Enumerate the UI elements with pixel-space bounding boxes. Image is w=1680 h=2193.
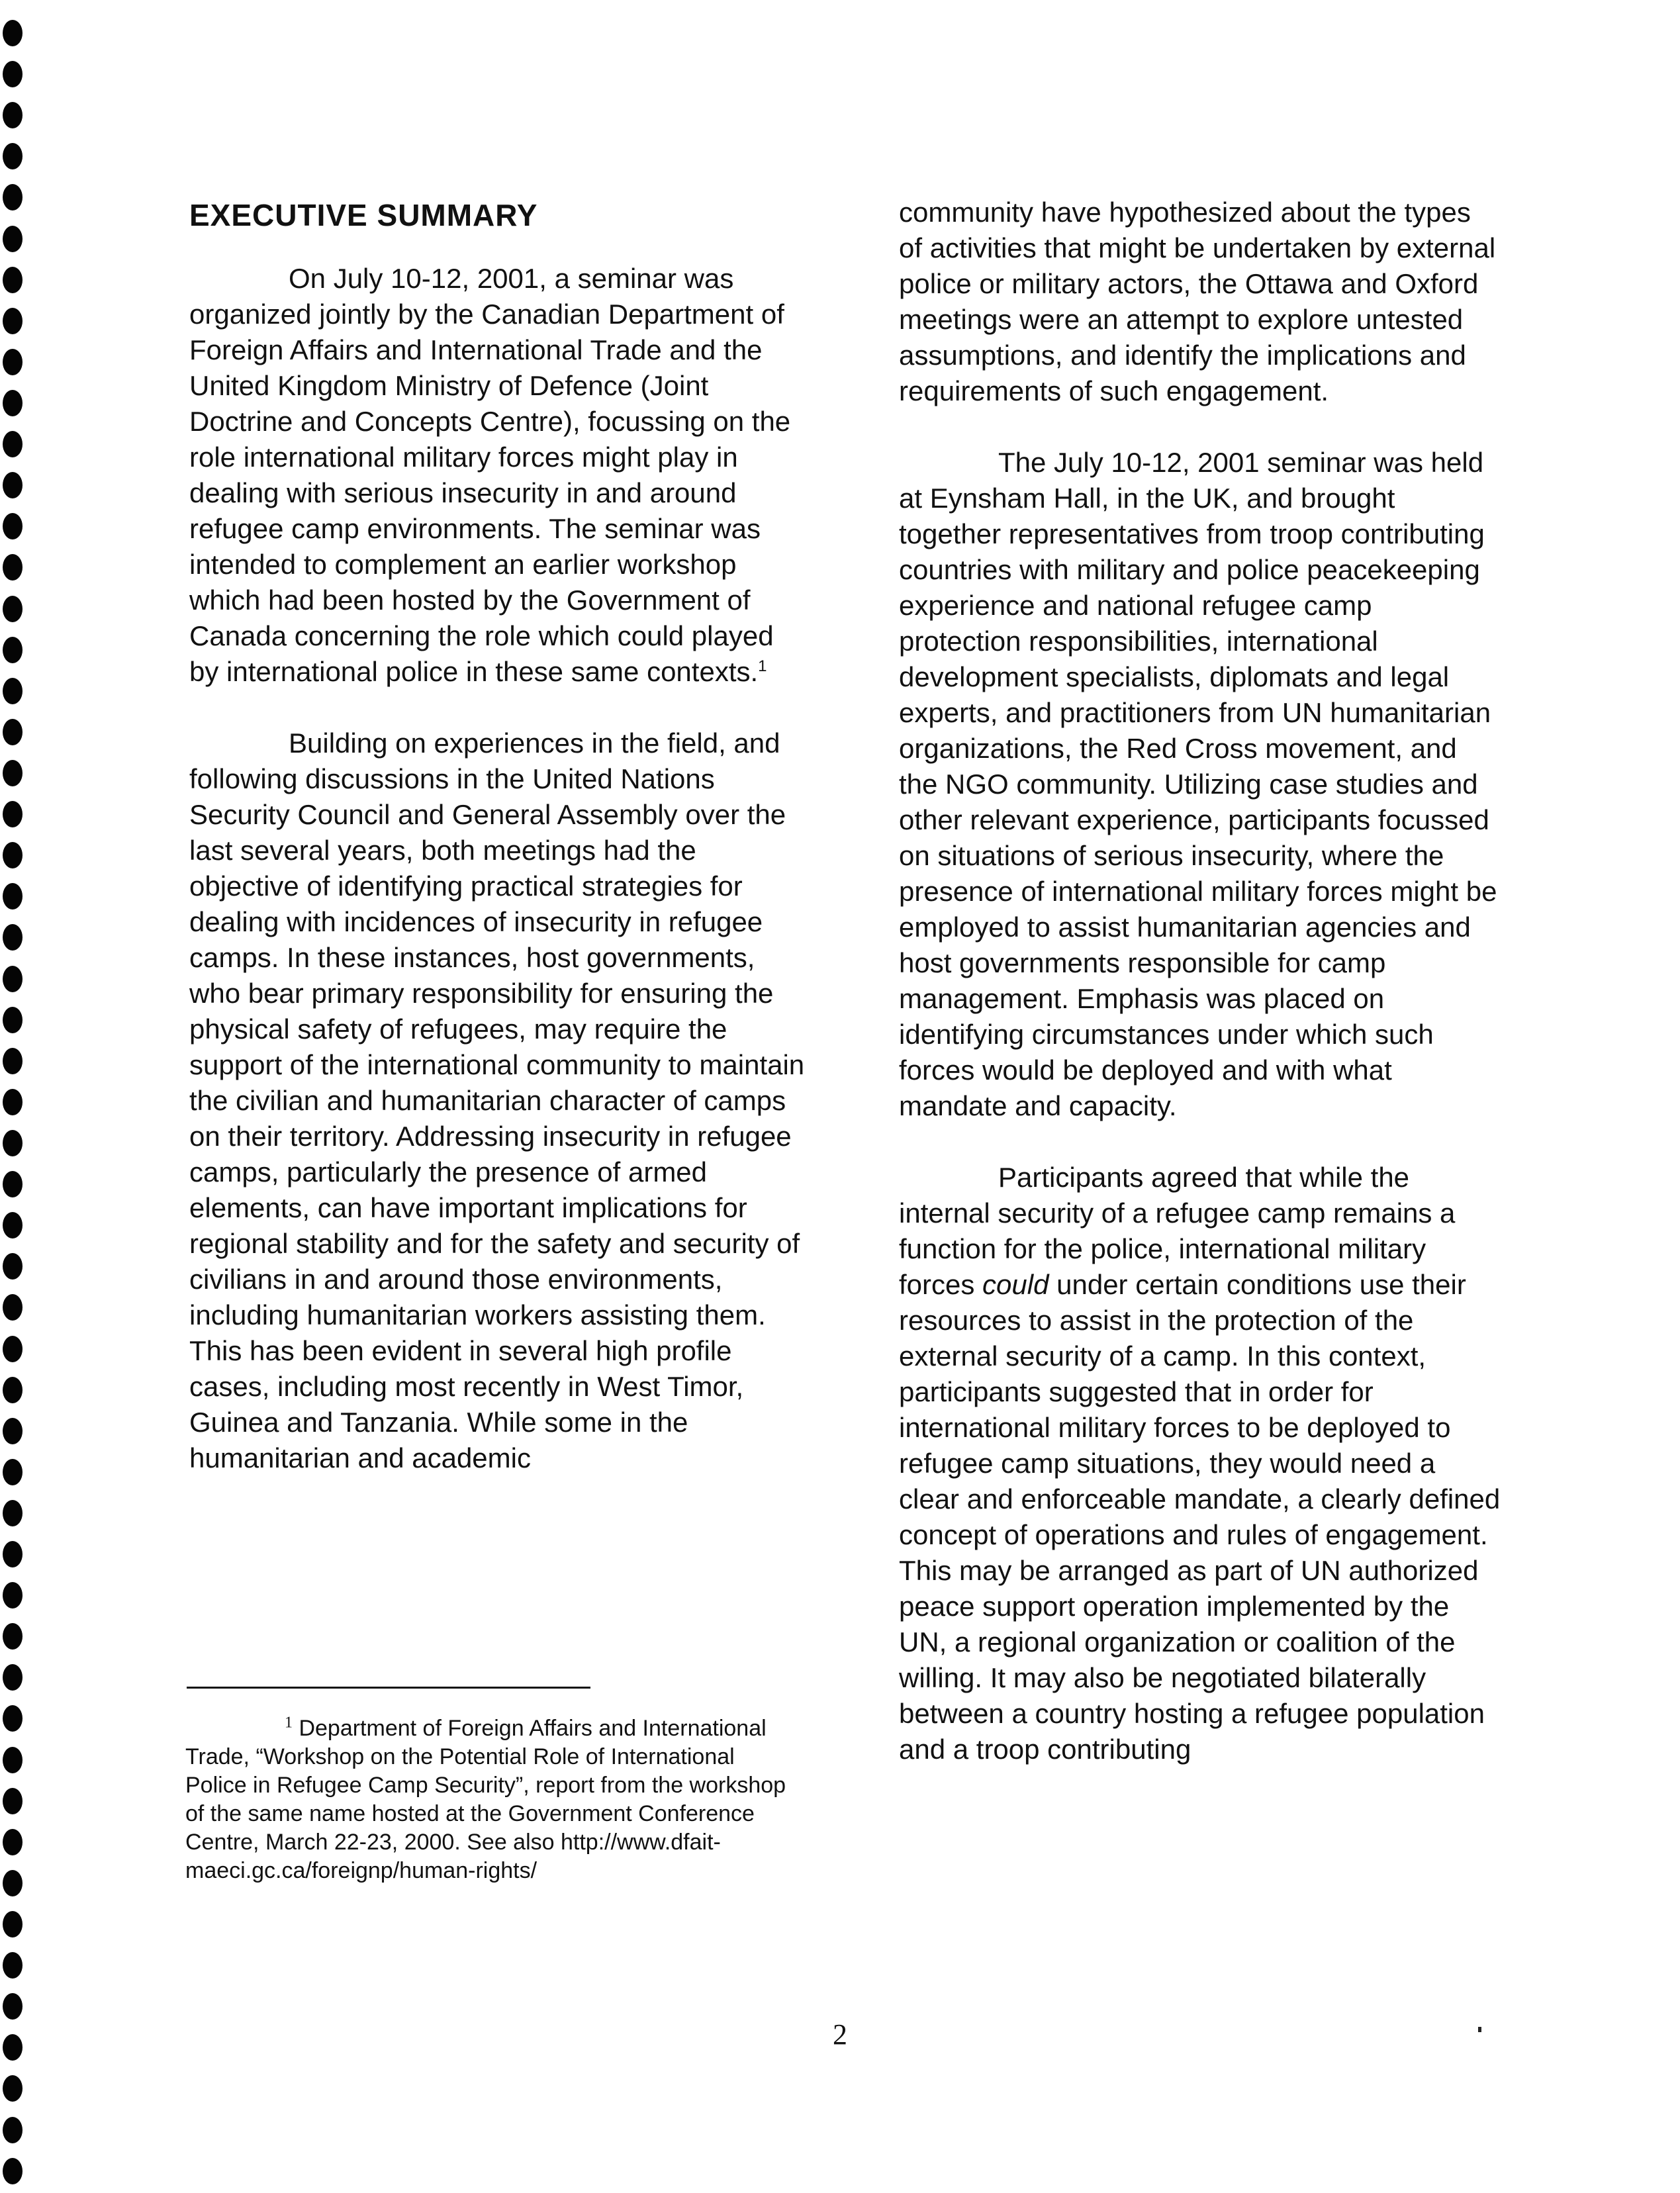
binding-hole xyxy=(3,267,23,293)
binding-hole xyxy=(3,637,23,663)
footnote-mark: 1 xyxy=(285,1714,293,1732)
binding-hole xyxy=(3,554,23,581)
footnote xyxy=(185,1714,801,1885)
paragraph: community have hypothesized about the types of activities that might be undertaken by external police or military actors, the Ottawa and Oxford meetings were an attempt to explore untested assumptions, and identify the implications and requirements of such engagement. xyxy=(899,197,1496,406)
paragraph: Building on experiences in the field, and following discussions in the United Nations Security Council and General Assembly over the last several years, both meetings had the objective of identifying practical strategies for dealing with incidences of insecurity in refugee camps. In these instances, host governments, who bear primary responsibility for ensuring the physical safety of refugees, may require the support of the international community to maintain the civilian and humanitarian character of camps on their territory. Addressing insecurity in refugee camps, particularly the presence of armed elements, can have important implications for regional stability and for the safety and security of civilians in and around those environments, including humanitarian workers assisting them. This has been evident in several high profile cases, including most recently in West Timor, Guinea and Tanzania. While some in the humanitarian and academic xyxy=(189,727,805,1473)
emphasis-text: could xyxy=(982,1269,1049,1300)
binding-hole xyxy=(3,431,23,457)
left-column xyxy=(189,189,805,1512)
binding-hole xyxy=(3,1623,23,1650)
footnote-lead xyxy=(185,1716,299,1741)
right-column xyxy=(899,195,1501,1803)
paragraph-text: under certain conditions use their resources to assist in the protection of the external security of a camp. In this context, participants suggested that in order for international military forces to be deployed to refugee camp situations, they would need a clear and enforceable mandate, a clearly defined concept of operations and rules of engagement. This may be arranged as part of UN authorized peace support operation implemented by the UN, a regional organization or coalition of the willing. It may also be negotiated bilaterally between a country hosting a refugee population and a troop contributing xyxy=(899,1269,1501,1765)
binding-hole xyxy=(3,2075,23,2102)
paragraph xyxy=(189,261,805,690)
footnote-text: Department of Foreign Affairs and International Trade, “Workshop on the Potential Role of International Police in Refugee Camp Security”, report from the workshop of the same name hosted at the Government Conference Centre, March 22-23, 2000. See also http://www.dfait-maeci.gc.ca/foreignp/human-rights/ xyxy=(185,1716,786,1883)
binding-hole xyxy=(3,1829,23,1855)
binding-hole xyxy=(3,1500,23,1526)
binding-hole xyxy=(3,1130,23,1156)
binding-hole xyxy=(3,678,23,704)
binding-holes xyxy=(3,20,25,2184)
binding-hole xyxy=(3,143,23,169)
binding-hole xyxy=(3,596,23,622)
binding-hole xyxy=(3,1664,23,1691)
binding-hole xyxy=(3,1705,23,1732)
binding-hole xyxy=(3,1418,23,1444)
binding-hole xyxy=(3,1048,23,1074)
binding-hole xyxy=(3,2158,23,2184)
binding-hole xyxy=(3,1007,23,1033)
binding-hole xyxy=(3,1747,23,1773)
scan-speck xyxy=(1478,2027,1481,2032)
binding-hole xyxy=(3,801,23,827)
binding-hole xyxy=(3,184,23,210)
binding-hole xyxy=(3,1253,23,1280)
page-heading: EXECUTIVE SUMMARY xyxy=(189,198,538,232)
binding-hole xyxy=(3,966,23,992)
binding-hole xyxy=(3,1911,23,1937)
binding-hole xyxy=(3,61,23,87)
paragraph-text: On July 10-12, 2001, a seminar was organized jointly by the Canadian Department of Foreign Affairs and International Trade and the United Kingdom Ministry of Defence (Joint Doctrine and Concepts Centre), focussing on the role international military forces might play in dealing with serious insecurity in and around refugee camp environments. The seminar was intended to complement an earlier workshop which had been hosted by the Government of Canada concerning the role which could played by international police in these same contexts. xyxy=(189,263,791,687)
binding-hole xyxy=(3,308,23,334)
page-number: 2 xyxy=(833,2018,847,2051)
paragraph: The July 10-12, 2001 seminar was held at Eynsham Hall, in the UK, and brought together representatives from troop contributing countries with military and police peacekeeping experience and national refugee camp protection responsibilities, international development specialists, diplomats and legal experts, and practitioners from UN humanitarian organizations, the Red Cross movement, and the NGO community. Utilizing case studies and other relevant experience, participants focussed on situations of serious insecurity, where the presence of international military forces might be employed to assist humanitarian agencies and host governments responsible for camp management. Emphasis was placed on identifying circumstances under which such forces would be deployed and with what mandate and capacity. xyxy=(899,447,1497,1121)
binding-hole xyxy=(3,2117,23,2143)
binding-hole xyxy=(3,1089,23,1115)
binding-hole xyxy=(3,1788,23,1814)
binding-hole xyxy=(3,1952,23,1979)
binding-hole xyxy=(3,390,23,416)
binding-hole xyxy=(3,719,23,745)
binding-hole xyxy=(3,924,23,951)
binding-hole xyxy=(3,760,23,786)
paragraph xyxy=(899,1160,1501,1767)
footnote-divider xyxy=(187,1687,590,1689)
binding-hole xyxy=(3,20,23,46)
binding-hole xyxy=(3,513,23,539)
binding-hole xyxy=(3,1377,23,1403)
binding-hole xyxy=(3,842,23,868)
binding-hole xyxy=(3,1212,23,1238)
binding-hole xyxy=(3,1171,23,1197)
binding-hole xyxy=(3,1459,23,1485)
binding-hole xyxy=(3,1993,23,2020)
binding-hole xyxy=(3,1582,23,1609)
binding-hole xyxy=(3,1294,23,1321)
binding-hole xyxy=(3,1870,23,1896)
binding-hole xyxy=(3,472,23,498)
binding-hole xyxy=(3,883,23,910)
paragraph-text: Participants agreed that while the internal security of a refugee camp remains a function for the police, international military forces xyxy=(899,1162,1456,1300)
binding-hole xyxy=(3,226,23,252)
binding-hole xyxy=(3,1336,23,1362)
binding-hole xyxy=(3,1541,23,1567)
footnote-reference: 1 xyxy=(758,657,767,675)
binding-hole xyxy=(3,102,23,128)
binding-hole xyxy=(3,349,23,375)
